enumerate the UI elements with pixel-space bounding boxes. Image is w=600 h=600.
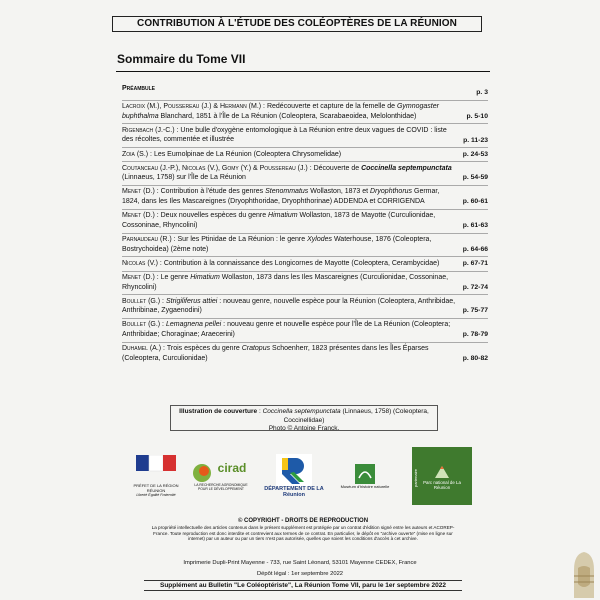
prefet-sublabel: Liberté Égalité Fraternité xyxy=(136,493,176,497)
prefet-logo xyxy=(132,447,180,505)
entry-species: Stenommatus xyxy=(265,188,309,196)
entry-page: p. 3 xyxy=(476,89,488,96)
entry-text: Contribution à l'étude des genres xyxy=(160,188,266,196)
entry-species: Himatium xyxy=(268,212,298,220)
cover-credit: Illustration de couverture : Coccinella septempunctata (Linnaeus, 1758) (Coleoptera, Coccinellidae) Photo © Antoine Franck. xyxy=(170,405,438,431)
museum-icon xyxy=(355,464,375,484)
cover-text: (Linnaeus, 1758) (Coleoptera, Coccinellidae) xyxy=(283,408,429,424)
entry-author: Parnaudeau (R.) : xyxy=(122,235,176,243)
toc-title: Sommaire du Tome VII xyxy=(117,52,246,66)
entry-species: Gymnogaster buphthalma xyxy=(122,102,439,120)
entry-author: Menet (D.) : xyxy=(122,212,159,220)
entry-text: (Linnaeus, 1758) sur l'Île de La Réunion xyxy=(122,174,246,182)
museum-label: Muséum d'histoire naturelle xyxy=(340,483,390,489)
toc-entry xyxy=(122,297,488,319)
entry-author: Zoia (S.) : xyxy=(122,150,152,158)
toc-entry xyxy=(122,164,488,186)
copyright-title: © COPYRIGHT - DROITS DE REPRODUCTION xyxy=(237,518,369,524)
departement-logo xyxy=(264,447,324,505)
toc-entry xyxy=(122,211,488,233)
entry-text: Wollaston, 1873 dans les Iles Mascareignes (Curculionidae, Cossoninae, Rhyncolini) xyxy=(122,273,449,291)
marianne-icon xyxy=(136,455,176,483)
parc-label: Parc national de La Réunion xyxy=(423,480,461,490)
entry-text: : nouveau genre, nouvelle espèce pour la Réunion (Coleoptera, Anthribidae, Anthribinae, Zygaenodini) xyxy=(122,297,456,315)
entry-species: Himatium xyxy=(190,273,220,281)
museum-logo xyxy=(330,447,400,505)
departement-label: DÉPARTEMENT DE LA Réunion xyxy=(264,486,324,498)
cover-photo-credit: Photo © Antoine Franck. xyxy=(268,425,340,433)
toc-entry xyxy=(122,150,488,163)
toc-entry xyxy=(122,126,488,148)
entry-text: Redécouverte et capture de la femelle de xyxy=(266,102,397,110)
cirad-sublabel: LA RECHERCHE AGRONOMIQUE POUR LE DÉVELOPPEMENT xyxy=(194,483,248,491)
prefet-label: PRÉFET DE LA RÉGION RÉUNION xyxy=(133,483,179,493)
entry-text: Wollaston, 1873 de Mayotte (Curculionidae, Cossoninae, Rhyncolini) xyxy=(122,212,436,229)
parc-side-label: partenaire xyxy=(413,468,418,487)
entry-page: p. 24-53 xyxy=(462,150,488,158)
pharaoh-head-icon xyxy=(568,548,600,600)
toc-entry xyxy=(122,78,488,101)
entry-text: Découverte de xyxy=(313,164,362,172)
cover-label: Illustration de couverture xyxy=(179,408,258,415)
copyright-notice xyxy=(148,519,458,542)
entry-species: Strigiliferus attiei xyxy=(165,297,218,305)
cover-species: Coccinella septempunctata xyxy=(262,408,341,415)
entry-page: p. 60-61 xyxy=(462,198,488,206)
entry-page: p. 75-77 xyxy=(462,307,488,315)
entry-author: Duhamel (A.) : xyxy=(122,345,166,353)
legal-deposit: Dépôt légal : 1er septembre 2022 xyxy=(256,571,344,577)
copyright-body: La propriété intellectuelle des articles contenus dans le présent supplément est protégée par un contrat d'édition signé entre les auteurs et ACOREP-France. Toute reproduction est donc interdite et contrevient aux termes de ce contrat. En particulier, le dépôt en "archive ouverte" (mise en ligne sur internet) par un auteur ou par un tiers n'est pas autorisée, quelles que soient les conditions d'accès à cet archive. xyxy=(151,525,455,542)
entry-species: Lemagnena pellei xyxy=(165,321,222,329)
entry-text: Contribution à la connaissance des Longicornes de Mayotte (Coleoptera, Cerambycidae) xyxy=(163,259,440,267)
entry-text: Deux nouvelles espèces du genre xyxy=(160,212,269,220)
entry-text: Sur les Ptinidae de La Réunion : le genre xyxy=(177,235,308,243)
cirad-label: cirad xyxy=(217,461,247,475)
entry-text: Waterhouse, 1876 (Coleoptera, Bostrychoidea) (2ème note) xyxy=(122,235,432,253)
entry-author: Coutanceau (J.-P.), Nicolas (V.), Gomy (Y.) & Poussereau (J.) : xyxy=(122,164,312,172)
entry-page: p. 61-63 xyxy=(462,222,488,229)
toc-divider xyxy=(116,71,490,72)
entry-species: Coccinella septempunctata xyxy=(361,164,452,172)
reunion-r-icon xyxy=(276,454,312,486)
cirad-logo xyxy=(190,447,252,505)
entry-author: Menet (D.) : xyxy=(122,188,159,196)
entry-text: Le genre xyxy=(160,273,191,281)
entry-species: Dryophthorus xyxy=(370,188,413,196)
entry-text: Blanchard, 1851 à l'Île de La Réunion (Coleoptera, Scarabaeoidea, Melolonthidae) xyxy=(158,112,417,120)
toc-entry xyxy=(122,320,488,342)
imprint-line: Imprimerie Dupli-Print Mayenne - 733, rue Saint Léonard, 53101 Mayenne CEDEX, France xyxy=(183,560,417,566)
table-of-contents xyxy=(122,78,488,367)
toc-entry xyxy=(122,344,488,365)
entry-species: Xylodes xyxy=(307,235,333,243)
entry-author: Rigenbach (J.-C.) : xyxy=(122,126,179,134)
entry-text: : nouveau genre et nouvelle espèce pour l'Île de La Réunion (Coleoptera; Anthribidae; Choraginae; Araecerini) xyxy=(122,321,451,339)
entry-page: p. 54-59 xyxy=(462,174,488,182)
entry-page: p. 80-82 xyxy=(462,355,488,362)
entry-author: Lacroix (M.), Poussereau (J.) & Hermann (M.) : xyxy=(122,102,266,110)
toc-entry xyxy=(122,273,488,295)
entry-species: Cratopus xyxy=(241,345,271,353)
entry-page: p. 11-23 xyxy=(463,136,488,144)
entry-author: Menet (D.) : xyxy=(122,273,159,281)
entry-author: Nicolas (V.) : xyxy=(122,259,162,267)
volcano-icon xyxy=(433,462,451,480)
entry-author: Boullet (G.) : xyxy=(122,321,165,329)
supplement-footer: Supplément au Bulletin "Le Coléoptériste", La Réunion Tome VII, paru le 1er septembre 2022 xyxy=(144,580,462,591)
header-title: CONTRIBUTION À L'ÉTUDE DES COLÉOPTÈRES DE LA RÉUNION xyxy=(137,18,457,29)
entry-text: Wollaston, 1873 et xyxy=(308,188,371,196)
toc-entry xyxy=(122,102,488,124)
entry-page: p. 67-71 xyxy=(462,259,488,267)
document-header xyxy=(112,16,482,32)
entry-author: Préambule xyxy=(122,85,156,92)
partner-logos xyxy=(132,447,477,507)
entry-text: Schoenherr, 1823 présentes dans les Îles Éparses (Coleoptera, Curculionidae) xyxy=(122,345,429,362)
entry-text: Germar, 1824, dans les Iles Mascareignes (Dryophthoridae, Dryophthorinae) ADDENDA et CORRIGENDA xyxy=(122,188,440,206)
entry-text: Trois espèces du genre xyxy=(166,345,242,353)
entry-author: Boullet (G.) : xyxy=(122,297,165,305)
entry-page: p. 64-66 xyxy=(462,245,488,253)
toc-entry xyxy=(122,235,488,257)
entry-text: Une bulle d'oxygène entomologique à La Réunion entre deux vagues de COVID : liste des récoltes, commentée et illustrée xyxy=(122,126,447,144)
entry-page: p. 5-10 xyxy=(466,112,488,120)
toc-entry xyxy=(122,259,488,272)
entry-page: p. 78-79 xyxy=(462,331,488,339)
parc-national-logo xyxy=(412,447,472,505)
entry-page: p. 72-74 xyxy=(462,283,488,291)
entry-text: Les Eumolpinae de La Réunion (Coleoptera Chrysomelidae) xyxy=(153,150,342,158)
toc-entry xyxy=(122,187,488,209)
